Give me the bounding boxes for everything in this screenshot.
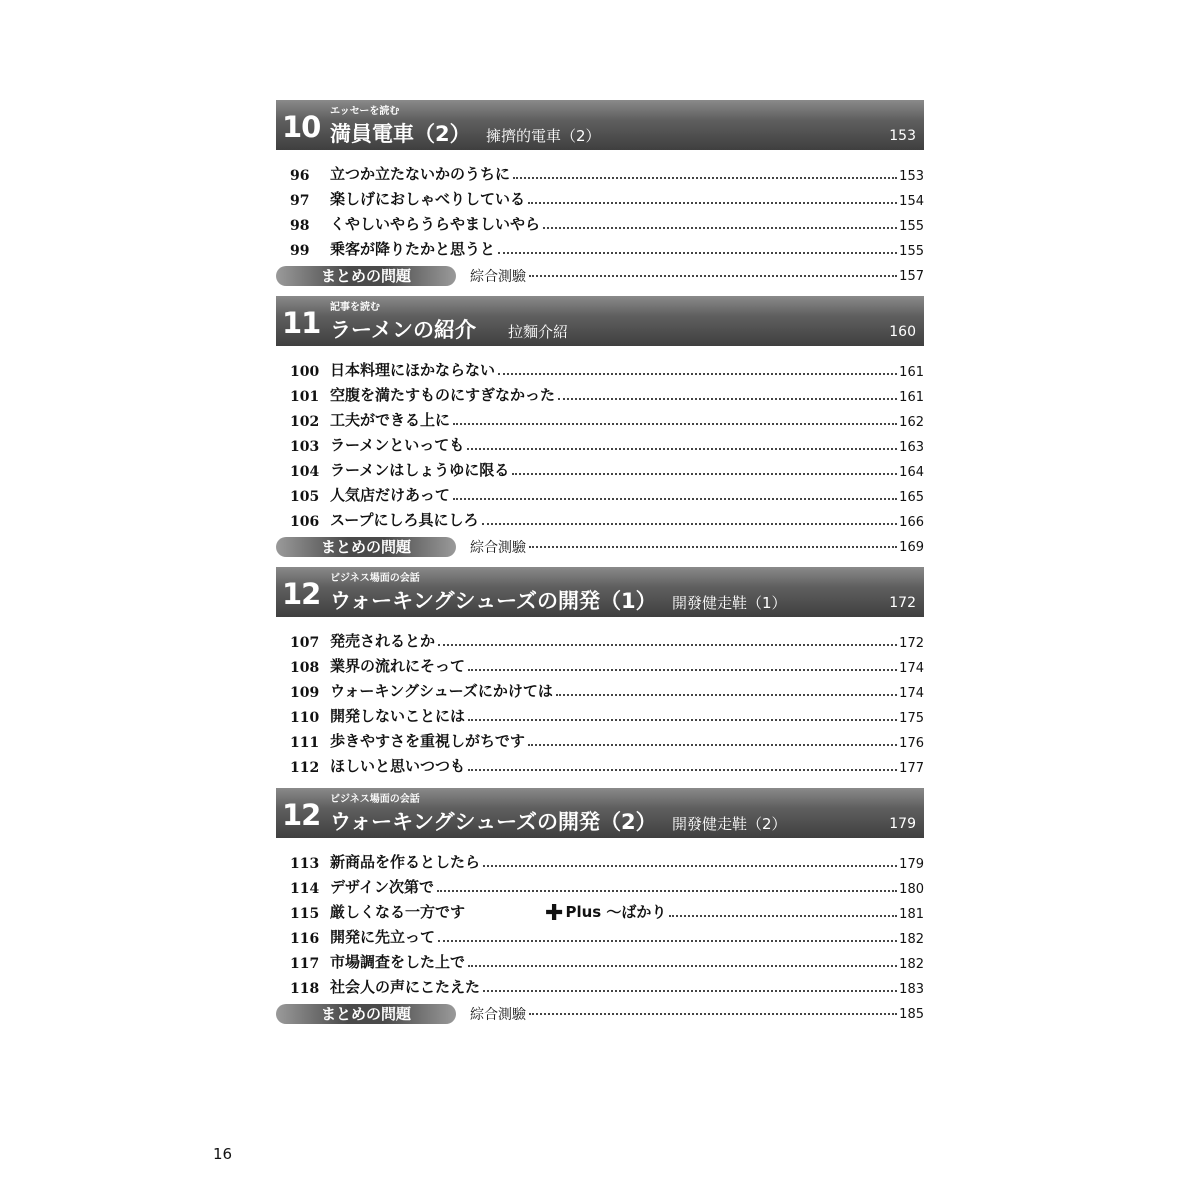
dot-leader	[468, 719, 897, 721]
toc-entry[interactable]	[276, 380, 924, 405]
plus-note-text: Plus ～ばかり	[565, 903, 667, 921]
chapter-header[interactable]	[276, 788, 924, 838]
entry-text: スープにしろ具にしろ	[330, 511, 479, 529]
entry-text: 新商品を作るとしたら	[330, 853, 481, 871]
dot-leader	[483, 865, 897, 867]
chapter-subtitle: ビジネス場面の会話	[330, 794, 420, 805]
entry-number: 110	[290, 710, 320, 726]
toc-entry[interactable]	[276, 872, 924, 897]
toc-entry[interactable]	[276, 726, 924, 751]
entry-text: くやしいやらうらやましいやら	[330, 215, 541, 233]
dot-leader	[528, 202, 897, 204]
dot-leader	[437, 890, 897, 892]
chapter-number: 12	[282, 798, 321, 832]
entry-page: 180	[899, 882, 924, 897]
entry-page: 161	[899, 365, 924, 380]
toc-entry[interactable]	[276, 184, 924, 209]
entry-text: デザイン次第で	[330, 878, 434, 896]
entry-text: 発売されるとか	[330, 632, 436, 650]
summary-text: 綜合測驗	[470, 540, 526, 556]
entry-text: 人気店だけあって	[330, 486, 450, 504]
toc-entry[interactable]	[276, 626, 924, 651]
chapter-title: ウォーキングシューズの開発（2）	[330, 810, 657, 834]
chapter-header[interactable]	[276, 100, 924, 150]
summary-row[interactable]	[276, 1002, 924, 1026]
entry-list	[276, 838, 924, 999]
entry-page: 179	[899, 857, 924, 872]
entry-page: 183	[899, 982, 924, 997]
toc-entry[interactable]	[276, 430, 924, 455]
entry-text: 開発に先立って	[330, 928, 436, 946]
dot-leader	[453, 423, 897, 425]
entry-text: 業界の流れにそって	[330, 657, 466, 675]
dot-leader	[543, 227, 897, 229]
chapter-translation: 開發健走鞋（1）	[672, 594, 787, 612]
entry-page: 174	[899, 686, 924, 701]
entry-text: 開発しないことには	[330, 707, 466, 725]
toc-entry[interactable]	[276, 972, 924, 997]
entry-number: 109	[290, 685, 320, 701]
dot-leader	[438, 940, 897, 942]
toc-entry[interactable]	[276, 676, 924, 701]
entry-text: 立つか立たないかのうちに	[330, 165, 511, 183]
page-number: 16	[213, 1145, 233, 1163]
chapter-header[interactable]	[276, 296, 924, 346]
entry-number: 96	[290, 168, 310, 184]
entry-number: 101	[290, 389, 320, 405]
dot-leader	[558, 398, 897, 400]
chapter-subtitle: 記事を読む	[330, 302, 380, 313]
summary-label: まとめの問題	[276, 266, 456, 286]
dot-leader	[483, 990, 897, 992]
entry-page: 153	[899, 169, 924, 184]
entry-list	[276, 346, 924, 532]
summary-row[interactable]	[276, 264, 924, 288]
entry-page: 177	[899, 761, 924, 776]
chapter-subtitle: ビジネス場面の会話	[330, 573, 420, 584]
entry-page: 155	[899, 244, 924, 259]
dot-leader	[529, 1013, 897, 1015]
summary-row[interactable]	[276, 535, 924, 559]
entry-number: 105	[290, 489, 320, 505]
chapter-header[interactable]	[276, 567, 924, 617]
entry-number: 108	[290, 660, 320, 676]
entry-number: 106	[290, 514, 320, 530]
entry-text: ほしいと思いつつも	[330, 757, 466, 775]
entry-text: ラーメンといっても	[330, 436, 465, 454]
chapter-number: 11	[282, 306, 321, 340]
entry-page: 174	[899, 661, 924, 676]
entry-number: 107	[290, 635, 320, 651]
entry-number: 114	[290, 881, 320, 897]
entry-number: 104	[290, 464, 320, 480]
chapter-number: 12	[282, 577, 321, 611]
toc-entry[interactable]	[276, 922, 924, 947]
dot-leader	[528, 744, 897, 746]
chapter-subtitle: エッセーを読む	[330, 106, 400, 117]
chapter-number: 10	[282, 110, 321, 144]
dot-leader	[468, 965, 897, 967]
entry-text: ラーメンはしょうゆに限る	[330, 461, 510, 479]
entry-number: 112	[290, 760, 320, 776]
toc-entry[interactable]	[276, 947, 924, 972]
toc-entry[interactable]	[276, 480, 924, 505]
entry-page: 164	[899, 465, 924, 480]
dot-leader	[512, 473, 897, 475]
toc-entry[interactable]	[276, 751, 924, 776]
summary-page: 169	[899, 539, 924, 555]
entry-page: 162	[899, 415, 924, 430]
entry-page: 161	[899, 390, 924, 405]
entry-number: 98	[290, 218, 310, 234]
dot-leader	[482, 523, 898, 525]
toc-entry[interactable]	[276, 209, 924, 234]
dot-leader	[498, 252, 897, 254]
chapter-title: ウォーキングシューズの開発（1）	[330, 589, 657, 613]
toc-entry[interactable]	[276, 234, 924, 259]
entry-page: 182	[899, 957, 924, 972]
dot-leader	[468, 769, 897, 771]
toc-entry[interactable]	[276, 505, 924, 530]
entry-list	[276, 617, 924, 778]
plus-icon: ✚	[545, 901, 564, 926]
table-of-contents	[276, 100, 924, 1030]
toc-entry[interactable]	[276, 405, 924, 430]
entry-number: 118	[290, 981, 320, 997]
toc-entry[interactable]	[276, 159, 924, 184]
dot-leader	[468, 669, 897, 671]
dot-leader	[556, 694, 897, 696]
chapter-page: 160	[889, 324, 916, 340]
entry-page: 181	[899, 907, 924, 922]
dot-leader	[467, 448, 897, 450]
entry-text: 空腹を満たすものにすぎなかった	[330, 386, 556, 404]
entry-number: 97	[290, 193, 310, 209]
entry-list	[276, 150, 924, 261]
summary-label: まとめの問題	[276, 1004, 456, 1024]
entry-text: 歩きやすさを重視しがちです	[330, 732, 525, 750]
dot-leader	[498, 373, 897, 375]
entry-page: 176	[899, 736, 924, 751]
toc-entry[interactable]	[276, 701, 924, 726]
entry-number: 113	[290, 856, 320, 872]
chapter-page: 153	[889, 128, 916, 144]
summary-text: 綜合測驗	[470, 269, 526, 285]
entry-page: 166	[899, 515, 924, 530]
dot-leader	[438, 644, 897, 646]
dot-leader	[453, 498, 897, 500]
entry-text: 日本料理にほかならない	[330, 361, 496, 379]
entry-number: 99	[290, 243, 310, 259]
toc-entry[interactable]	[276, 355, 924, 380]
chapter-title: ラーメンの紹介	[330, 318, 476, 342]
chapter-page: 172	[889, 595, 916, 611]
entry-number: 117	[290, 956, 320, 972]
entry-page: 165	[899, 490, 924, 505]
summary-page: 185	[899, 1006, 924, 1022]
entry-text: ウォーキングシューズにかけては	[330, 682, 553, 700]
toc-entry[interactable]	[276, 897, 924, 926]
entry-text: 楽しげにおしゃべりしている	[330, 190, 526, 208]
entry-page: 175	[899, 711, 924, 726]
entry-text: 市場調査をした上で	[330, 953, 466, 971]
entry-number: 100	[290, 364, 320, 380]
entry-text: 乗客が降りたかと思うと	[330, 240, 496, 258]
entry-number: 116	[290, 931, 320, 947]
entry-page: 172	[899, 636, 924, 651]
summary-page: 157	[899, 268, 924, 284]
dot-leader	[529, 546, 897, 548]
dot-leader	[513, 177, 897, 179]
entry-page: 182	[899, 932, 924, 947]
entry-number: 103	[290, 439, 320, 455]
entry-number: 111	[290, 735, 320, 751]
toc-entry[interactable]	[276, 847, 924, 872]
entry-page: 154	[899, 194, 924, 209]
chapter-title: 満員電車（2）	[330, 122, 471, 146]
entry-number: 102	[290, 414, 320, 430]
summary-text: 綜合測驗	[470, 1007, 526, 1023]
entry-text: 厳しくなる一方です	[330, 903, 466, 921]
dot-leader	[669, 915, 897, 917]
chapter-translation: 拉麵介紹	[508, 323, 569, 341]
dot-leader	[529, 275, 897, 277]
chapter-translation: 開發健走鞋（2）	[672, 815, 787, 833]
entry-page: 155	[899, 219, 924, 234]
toc-entry[interactable]	[276, 455, 924, 480]
plus-note	[545, 901, 667, 926]
chapter-translation: 擁擠的電車（2）	[486, 127, 601, 145]
chapter-page: 179	[889, 816, 916, 832]
entry-number: 115	[290, 906, 320, 922]
entry-text: 社会人の声にこたえた	[330, 978, 481, 996]
toc-entry[interactable]	[276, 651, 924, 676]
entry-page: 163	[899, 440, 924, 455]
summary-label: まとめの問題	[276, 537, 456, 557]
entry-text: 工夫ができる上に	[330, 411, 451, 429]
